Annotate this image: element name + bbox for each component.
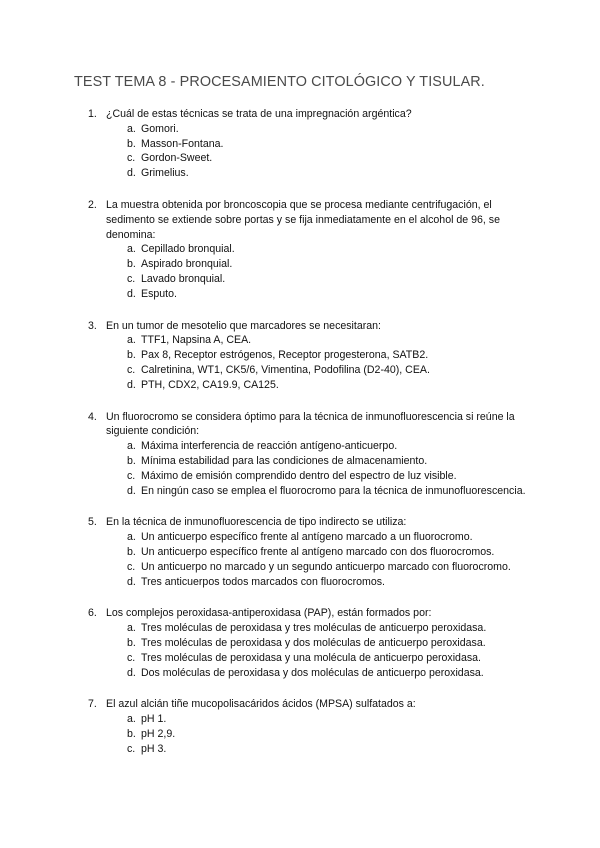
option-5-d	[106, 575, 543, 590]
option-text: Máximo de emisión comprendido dentro del espectro de luz visible.	[141, 469, 457, 482]
option-text: Mínima estabilidad para las condiciones de almacenamiento.	[141, 454, 428, 467]
question-text: En la técnica de inmunofluorescencia de tipo indirecto se utiliza:	[106, 516, 407, 529]
question-2	[88, 198, 543, 302]
option-list	[106, 242, 543, 301]
option-1-b	[106, 137, 543, 152]
option-2-d	[106, 287, 543, 302]
option-5-a	[106, 530, 543, 545]
question-number: 2.	[88, 198, 97, 211]
option-text: pH 2,9.	[141, 727, 176, 740]
option-6-d	[106, 666, 543, 681]
option-letter: a.	[127, 531, 136, 544]
question-row	[88, 319, 543, 334]
option-2-b	[106, 257, 543, 272]
question-number: 6.	[88, 607, 97, 620]
question-row	[88, 410, 543, 440]
option-list	[106, 122, 543, 181]
option-5-c	[106, 560, 543, 575]
question-row	[88, 515, 543, 530]
question-text: La muestra obtenida por broncoscopia que se procesa mediante centrifugación, el sedimento se extiende sobre portas y se fija inmediatamente en el alcohol de 96, se denomina:	[106, 198, 500, 241]
option-letter: d.	[127, 484, 136, 497]
option-text: pH 3.	[141, 742, 167, 755]
option-letter: b.	[127, 137, 136, 150]
option-text: Pax 8, Receptor estrógenos, Receptor progesterona, SATB2.	[141, 349, 429, 362]
question-text: Un fluorocromo se considera óptimo para la técnica de inmunofluorescencia si reúne la siguiente condición:	[106, 410, 515, 438]
option-list	[106, 621, 543, 680]
option-7-b	[106, 727, 543, 742]
option-text: PTH, CDX2, CA19.9, CA125.	[141, 378, 279, 391]
option-text: Máxima interferencia de reacción antígeno-anticuerpo.	[141, 440, 398, 453]
question-number: 1.	[88, 108, 97, 120]
option-letter: c.	[127, 272, 136, 285]
option-5-b	[106, 545, 543, 560]
question-row	[88, 697, 543, 712]
option-letter: b.	[127, 727, 136, 740]
option-letter: d.	[127, 575, 136, 588]
question-row	[88, 606, 543, 621]
option-letter: d.	[127, 666, 136, 679]
option-text: TTF1, Napsina A, CEA.	[141, 334, 252, 347]
option-4-b	[106, 454, 543, 469]
option-text: Dos moléculas de peroxidasa y dos moléculas de anticuerpo peroxidasa.	[141, 666, 484, 679]
question-number: 7.	[88, 698, 97, 711]
option-1-d	[106, 166, 543, 181]
option-text: En ningún caso se emplea el fluorocromo para la técnica de inmunofluorescencia.	[141, 484, 526, 497]
option-letter: b.	[127, 454, 136, 467]
option-letter: b.	[127, 545, 136, 558]
option-letter: c.	[127, 742, 136, 755]
option-list	[106, 439, 543, 498]
option-text: pH 1.	[141, 713, 167, 726]
option-letter: a.	[127, 713, 136, 726]
option-text: Grimelius.	[141, 167, 189, 180]
option-letter: c.	[127, 560, 136, 573]
question-text: El azul alcián tiñe mucopolisacáridos ácidos (MPSA) sulfatados a:	[106, 698, 416, 711]
option-letter: d.	[127, 167, 136, 180]
option-4-d	[106, 484, 543, 499]
option-7-c	[106, 742, 543, 757]
option-letter: c.	[127, 363, 136, 376]
question-text: En un tumor de mesotelio que marcadores se necesitaran:	[106, 319, 381, 332]
option-1-c	[106, 151, 543, 166]
option-text: Un anticuerpo específico frente al antígeno marcado a un fluorocromo.	[141, 531, 473, 544]
option-text: Gomori.	[141, 122, 179, 135]
option-1-a	[106, 122, 543, 137]
question-6	[88, 606, 543, 680]
question-text: Los complejos peroxidasa-antiperoxidasa (PAP), están formados por:	[106, 607, 432, 620]
question-row	[88, 107, 543, 122]
question-1	[88, 107, 543, 181]
question-number: 3.	[88, 319, 97, 332]
option-4-a	[106, 439, 543, 454]
option-text: Calretinina, WT1, CK5/6, Vimentina, Podofilina (D2-40), CEA.	[141, 363, 430, 376]
option-letter: a.	[127, 122, 136, 135]
option-letter: c.	[127, 651, 136, 664]
option-4-c	[106, 469, 543, 484]
option-text: Gordon-Sweet.	[141, 152, 213, 165]
question-3	[88, 319, 543, 393]
option-text: Tres moléculas de peroxidasa y dos moléculas de anticuerpo peroxidasa.	[141, 636, 486, 649]
question-5	[88, 515, 543, 589]
question-text: ¿Cuál de estas técnicas se trata de una impregnación argéntica?	[106, 108, 412, 120]
option-3-c	[106, 363, 543, 378]
option-text: Tres moléculas de peroxidasa y tres moléculas de anticuerpo peroxidasa.	[141, 622, 487, 635]
document-title: TEST TEMA 8 - PROCESAMIENTO CITOLÓGICO Y TISULAR.	[74, 74, 485, 90]
question-4	[88, 410, 543, 499]
option-6-c	[106, 651, 543, 666]
option-list	[106, 333, 543, 392]
option-text: Aspirado bronquial.	[141, 258, 233, 271]
question-list	[88, 107, 543, 773]
option-text: Esputo.	[141, 287, 177, 300]
option-3-a	[106, 333, 543, 348]
option-letter: c.	[127, 152, 136, 165]
option-letter: c.	[127, 469, 136, 482]
option-letter: b.	[127, 636, 136, 649]
option-letter: d.	[127, 378, 136, 391]
option-letter: b.	[127, 258, 136, 271]
option-letter: a.	[127, 334, 136, 347]
option-text: Un anticuerpo no marcado y un segundo anticuerpo marcado con fluorocromo.	[141, 560, 511, 573]
question-number: 4.	[88, 410, 97, 423]
option-letter: d.	[127, 287, 136, 300]
option-list	[106, 712, 543, 756]
option-2-a	[106, 242, 543, 257]
option-6-a	[106, 621, 543, 636]
option-letter: a.	[127, 440, 136, 453]
option-text: Cepillado bronquial.	[141, 243, 235, 256]
option-letter: b.	[127, 349, 136, 362]
question-number: 5.	[88, 516, 97, 529]
option-3-d	[106, 378, 543, 393]
option-7-a	[106, 712, 543, 727]
option-text: Tres anticuerpos todos marcados con fluorocromos.	[141, 575, 385, 588]
option-list	[106, 530, 543, 589]
option-letter: a.	[127, 243, 136, 256]
option-3-b	[106, 348, 543, 363]
option-6-b	[106, 636, 543, 651]
option-letter: a.	[127, 622, 136, 635]
question-row	[88, 198, 543, 242]
question-7	[88, 697, 543, 756]
option-2-c	[106, 272, 543, 287]
option-text: Un anticuerpo específico frente al antígeno marcado con dos fluorocromos.	[141, 545, 495, 558]
option-text: Masson-Fontana.	[141, 137, 224, 150]
option-text: Tres moléculas de peroxidasa y una molécula de anticuerpo peroxidasa.	[141, 651, 481, 664]
option-text: Lavado bronquial.	[141, 272, 226, 285]
